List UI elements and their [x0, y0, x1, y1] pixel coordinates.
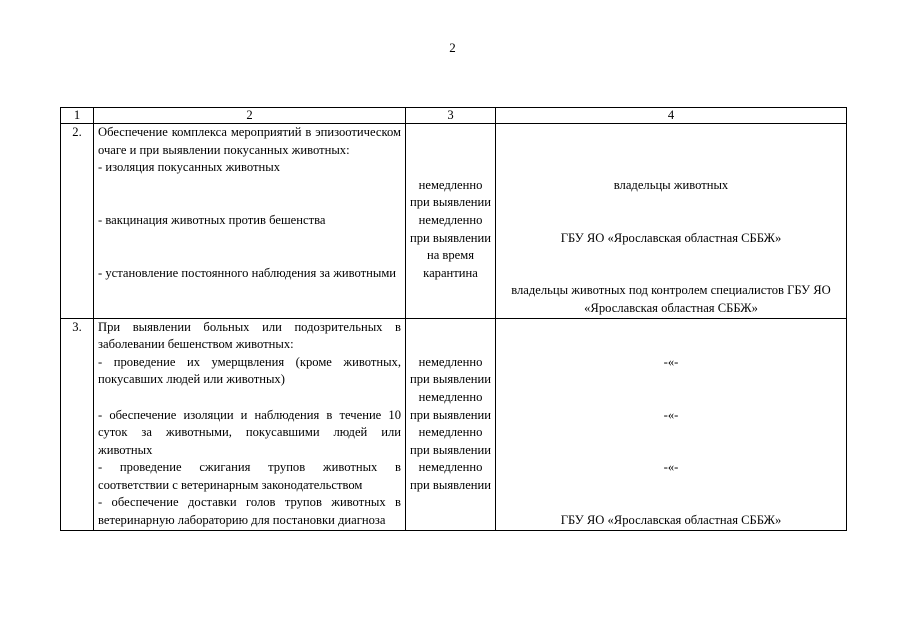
page-number: 2 — [449, 40, 456, 55]
measure-item: - установление постоянного наблюдения за животными — [98, 265, 397, 280]
measure-item: - проведение сжигания трупов животных в соответствии с ветеринарным законодательством — [98, 460, 401, 492]
responsible-item: владельцы животных — [613, 177, 729, 192]
header-col-3: 3 — [406, 108, 496, 124]
row-intro: Обеспечение комплекса мероприятий в эпизоотическом очаге и при выявлении покусанных животных: — [98, 125, 401, 157]
deadline-item: немедленно при выявлении — [410, 460, 491, 492]
measures-cell — [94, 318, 406, 530]
header-col-2: 2 — [94, 108, 406, 124]
table-row — [61, 318, 847, 530]
measures-cell — [94, 124, 406, 319]
table-header-row — [61, 108, 847, 124]
measure-item: - вакцинация животных против бешенства — [98, 212, 326, 227]
row-number: 2. — [61, 124, 94, 319]
responsible-cell — [496, 124, 847, 319]
responsible-cell — [496, 318, 847, 530]
measure-item: - проведение их умерщвления (кроме животных, покусавших людей или животных) — [98, 354, 401, 387]
responsible-item: -«- — [663, 354, 679, 369]
measure-item: - обеспечение изоляции и наблюдения в течение 10 суток за животными, покусавшими людей или животных — [98, 407, 401, 457]
deadline-item: немедленно при выявлении — [410, 389, 491, 422]
responsible-item: владельцы животных под контролем специалистов ГБУ ЯО «Ярославская областная СББЖ» — [511, 283, 831, 315]
table-row — [61, 124, 847, 319]
header-col-1: 1 — [61, 108, 94, 124]
responsible-item: ГБУ ЯО «Ярославская областная СББЖ» — [560, 513, 782, 528]
deadline-cell — [406, 124, 496, 319]
deadline-item: немедленно при выявлении — [410, 212, 491, 245]
responsible-item: ГБУ ЯО «Ярославская областная СББЖ» — [560, 230, 782, 245]
deadline-item: немедленно при выявлении — [410, 425, 491, 457]
row-number: 3. — [61, 318, 94, 530]
measure-item: - обеспечение доставки голов трупов животных в ветеринарную лабораторию для постановки диагноза — [98, 495, 401, 528]
deadline-item: на время карантина — [423, 248, 478, 280]
responsible-item: -«- — [663, 407, 679, 422]
measures-table — [60, 107, 847, 531]
deadline-cell — [406, 318, 496, 530]
row-intro: При выявлении больных или подозрительных в заболевании бешенством животных: — [98, 319, 401, 352]
deadline-item: немедленно при выявлении — [410, 177, 491, 210]
responsible-item: -«- — [663, 460, 679, 475]
header-col-4: 4 — [496, 108, 847, 124]
measure-item: - изоляция покусанных животных — [98, 160, 281, 175]
deadline-item: немедленно при выявлении — [410, 354, 491, 387]
